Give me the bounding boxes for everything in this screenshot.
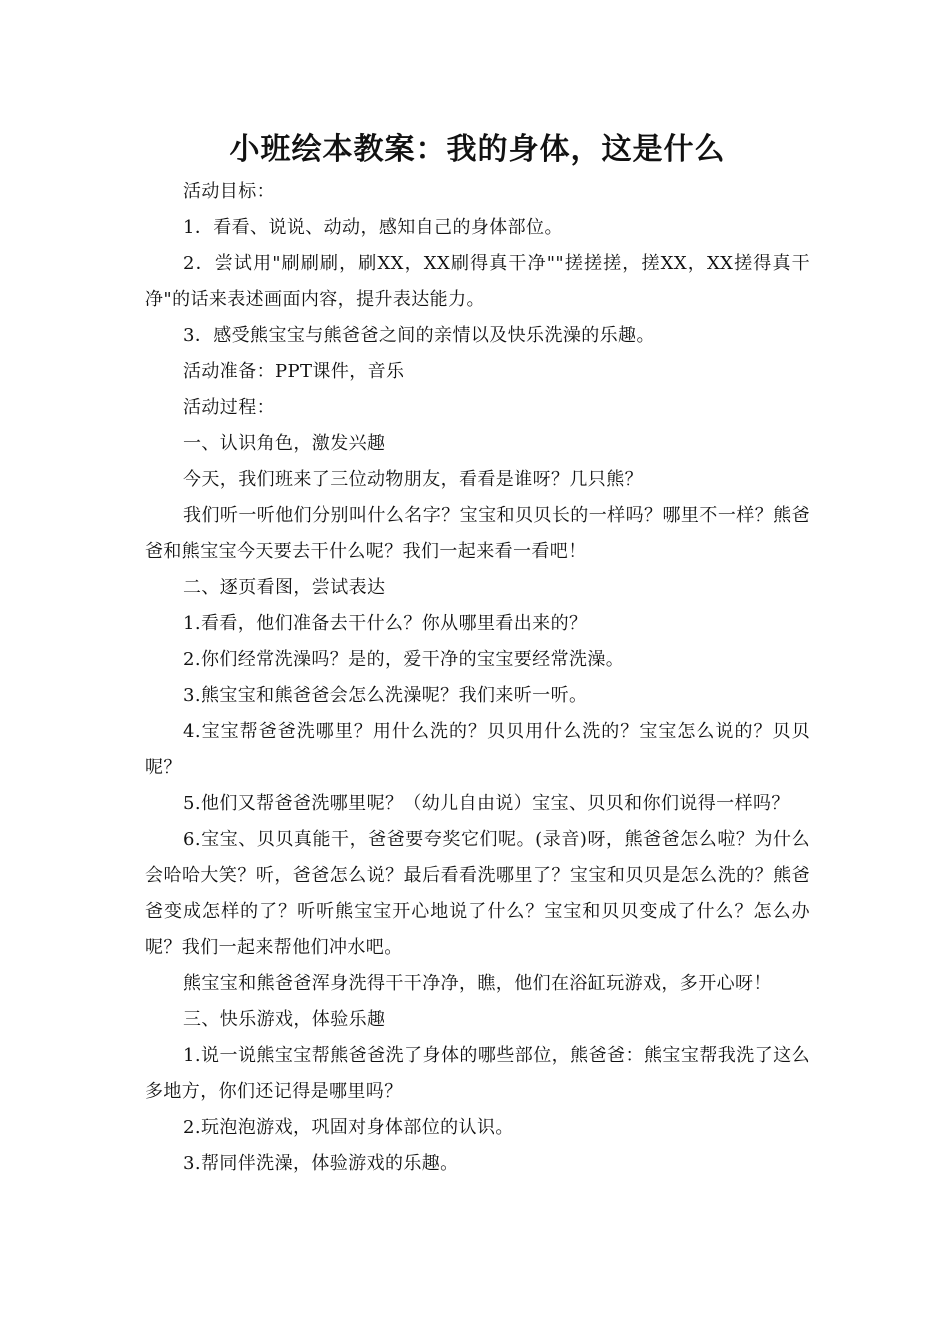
step-heading-3: 三、快乐游戏，体验乐趣 (183, 1009, 386, 1030)
step-2-item-4: 4.宝宝帮爸爸洗哪里？用什么洗的？贝贝用什么洗的？宝宝怎么说的？贝贝呢？ (145, 721, 810, 778)
document-title: 小班绘本教案：我的身体，这是什么 (229, 132, 726, 167)
step-2-item-3: 3.熊宝宝和熊爸爸会怎么洗澡呢？我们来听一听。 (183, 685, 588, 706)
step-1-paragraph-2: 我们听一听他们分别叫什么名字？宝宝和贝贝长的一样吗？哪里不一样？熊爸爸和熊宝宝今天要去干什么呢？我们一起来看一看吧！ (145, 505, 810, 562)
step-heading-1: 一、认识角色，激发兴趣 (183, 433, 386, 454)
goal-item-1: 1．看看、说说、动动，感知自己的身体部位。 (183, 217, 563, 238)
step-3-item-3: 3.帮同伴洗澡，体验游戏的乐趣。 (183, 1153, 459, 1174)
step-3-item-2: 2.玩泡泡游戏，巩固对身体部位的认识。 (183, 1117, 514, 1138)
step-1-paragraph-1: 今天，我们班来了三位动物朋友，看看是谁呀？几只熊？ (183, 469, 643, 490)
section-label-process: 活动过程： (183, 397, 275, 418)
goal-item-3: 3．感受熊宝宝与熊爸爸之间的亲情以及快乐洗澡的乐趣。 (183, 325, 655, 346)
step-2-item-6: 6.宝宝、贝贝真能干，爸爸要夸奖它们呢。(录音)呀，熊爸爸怎么啦？为什么会哈哈大笑？听，爸爸怎么说？最后看看洗哪里了？宝宝和贝贝是怎么洗的？熊爸爸变成怎样的了？听听熊宝宝开心地说了什么？宝宝和贝贝变成了什么？怎么办呢？我们一起来帮他们冲水吧。 (145, 829, 810, 958)
step-3-item-1: 1.说一说熊宝宝帮熊爸爸洗了身体的哪些部位，熊爸爸：熊宝宝帮我洗了这么多地方，你们还记得是哪里吗？ (145, 1045, 810, 1102)
step-2-item-2: 2.你们经常洗澡吗？是的，爱干净的宝宝要经常洗澡。 (183, 649, 625, 670)
goal-item-2: 2．尝试用"刷刷刷，刷XX，XX刷得真干净""搓搓搓，搓XX，XX搓得真干净"的话来表述画面内容，提升表达能力。 (145, 253, 810, 310)
section-label-goals: 活动目标： (183, 181, 275, 202)
document-page (145, 126, 810, 1182)
section-label-preparation: 活动准备：PPT课件，音乐 (183, 361, 405, 382)
step-2-item-5: 5.他们又帮爸爸洗哪里呢？（幼儿自由说）宝宝、贝贝和你们说得一样吗？ (183, 793, 790, 814)
step-heading-2: 二、逐页看图，尝试表达 (183, 577, 386, 598)
step-2-closing: 熊宝宝和熊爸爸浑身洗得干干净净，瞧，他们在浴缸玩游戏，多开心呀！ (183, 973, 772, 994)
step-2-item-1: 1.看看，他们准备去干什么？你从哪里看出来的？ (183, 613, 588, 634)
